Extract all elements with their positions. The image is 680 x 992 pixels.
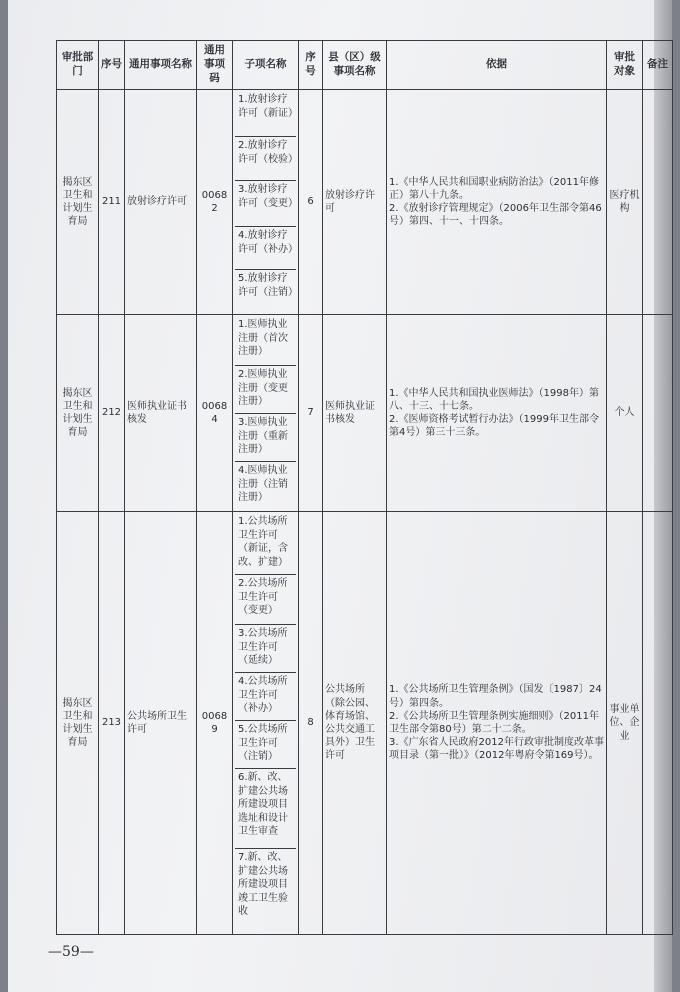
subitem: 1.医师执业注册（首次注册）: [235, 316, 296, 366]
county-name-cell: 医师执业证书核发: [323, 315, 387, 512]
remark-cell: [643, 315, 673, 512]
subitem: 7.新、改、扩建公共场所建设项目竣工卫生验收: [238, 852, 288, 917]
header-county-seq: 序号: [299, 41, 323, 90]
item-name-cell: 放射诊疗许可: [125, 90, 197, 315]
target-cell: 个人: [607, 315, 643, 512]
table-row: [57, 315, 673, 512]
subitem: 3.公共场所卫生许可（延续）: [235, 625, 296, 673]
seq-cell: 213: [99, 512, 125, 935]
subitem: 2.医师执业注册（变更注册）: [235, 366, 296, 414]
subitem-cell: [233, 512, 299, 935]
header-dept: 审批部门: [57, 41, 99, 90]
table-row: [57, 90, 673, 315]
item-code-cell: 00684: [197, 315, 233, 512]
county-seq-cell: 7: [299, 315, 323, 512]
basis-line: 2.《公共场所卫生管理条例实施细则》（2011年卫生部令第80号）第二十二条。: [389, 710, 599, 735]
page-number: —59—: [48, 944, 94, 960]
header-item-code: 通用事项码: [197, 41, 233, 90]
subitem: 6.新、改、扩建公共场所建设项目选址和设计卫生审查: [235, 769, 296, 849]
subitem: 4.放射诊疗许可（补办）: [235, 227, 296, 270]
header-item-name: 通用事项名称: [125, 41, 197, 90]
subitem-cell: [233, 90, 299, 315]
subitem-cell: [233, 315, 299, 512]
basis-line: 1.《中华人民共和国执业医师法》（1998年）第八、十三、十七条。: [389, 387, 599, 412]
header-basis: 依据: [387, 41, 607, 90]
target-cell: 事业单位、企业: [607, 512, 643, 935]
county-seq-cell: 6: [299, 90, 323, 315]
seq-cell: 212: [99, 315, 125, 512]
county-name-cell: 公共场所（除公园、体育场馆、公共交通工具外）卫生许可: [323, 512, 387, 935]
subitem: 2.放射诊疗许可（校验）: [235, 137, 296, 181]
dept-cell: 揭东区卫生和计划生育局: [57, 90, 99, 315]
remark-cell: [643, 512, 673, 935]
item-code-cell: 00682: [197, 90, 233, 315]
header-county-name: 县（区）级事项名称: [323, 41, 387, 90]
item-name-cell: 医师执业证书核发: [125, 315, 197, 512]
subitem: 5.公共场所卫生许可（注销）: [235, 721, 296, 769]
header-remark: 备注: [643, 41, 673, 90]
basis-line: 2.《医师资格考试暂行办法》（1999年卫生部令第4号）第三十三条。: [389, 414, 599, 439]
header-subitem: 子项名称: [233, 41, 299, 90]
remark-cell: [643, 90, 673, 315]
basis-line: 3.《广东省人民政府2012年行政审批制度改革事项目录（第一批）》（2012年粤府令第169号）。: [389, 737, 604, 762]
county-seq-cell: 8: [299, 512, 323, 935]
basis-line: 2.《放射诊疗管理规定》（2006年卫生部令第46号）第四、十一、十四条。: [389, 203, 602, 228]
item-name-cell: 公共场所卫生许可: [125, 512, 197, 935]
subitem: 3.医师执业注册（重新注册）: [235, 414, 296, 462]
subitem: 1.公共场所卫生许可（新证，含改、扩建）: [235, 513, 296, 575]
target-cell: 医疗机构: [607, 90, 643, 315]
subitem: 1.放射诊疗许可（新证）: [235, 91, 296, 137]
dept-cell: 揭东区卫生和计划生育局: [57, 315, 99, 512]
subitem: 5.放射诊疗许可（注销）: [238, 273, 298, 298]
basis-cell: [387, 315, 607, 512]
subitem: 2.公共场所卫生许可（变更）: [235, 575, 296, 625]
item-code-cell: 00689: [197, 512, 233, 935]
header-row: [57, 41, 673, 90]
table-row: [57, 512, 673, 935]
basis-cell: [387, 90, 607, 315]
basis-cell: [387, 512, 607, 935]
county-name-cell: 放射诊疗许可: [323, 90, 387, 315]
basis-line: 1.《公共场所卫生管理条例》（国发〔1987〕24号）第四条。: [389, 684, 602, 709]
document-page: [8, 0, 672, 992]
header-seq: 序号: [99, 41, 125, 90]
seq-cell: 211: [99, 90, 125, 315]
subitem: 4.公共场所卫生许可（补办）: [235, 673, 296, 721]
header-target: 审批对象: [607, 41, 643, 90]
subitem: 3.放射诊疗许可（变更）: [235, 181, 296, 227]
dept-cell: 揭东区卫生和计划生育局: [57, 512, 99, 935]
approval-items-table: [56, 40, 673, 935]
basis-line: 1.《中华人民共和国职业病防治法》（2011年修正）第八十九条。: [389, 176, 599, 201]
subitem: 4.医师执业注册（注销注册）: [238, 465, 288, 503]
